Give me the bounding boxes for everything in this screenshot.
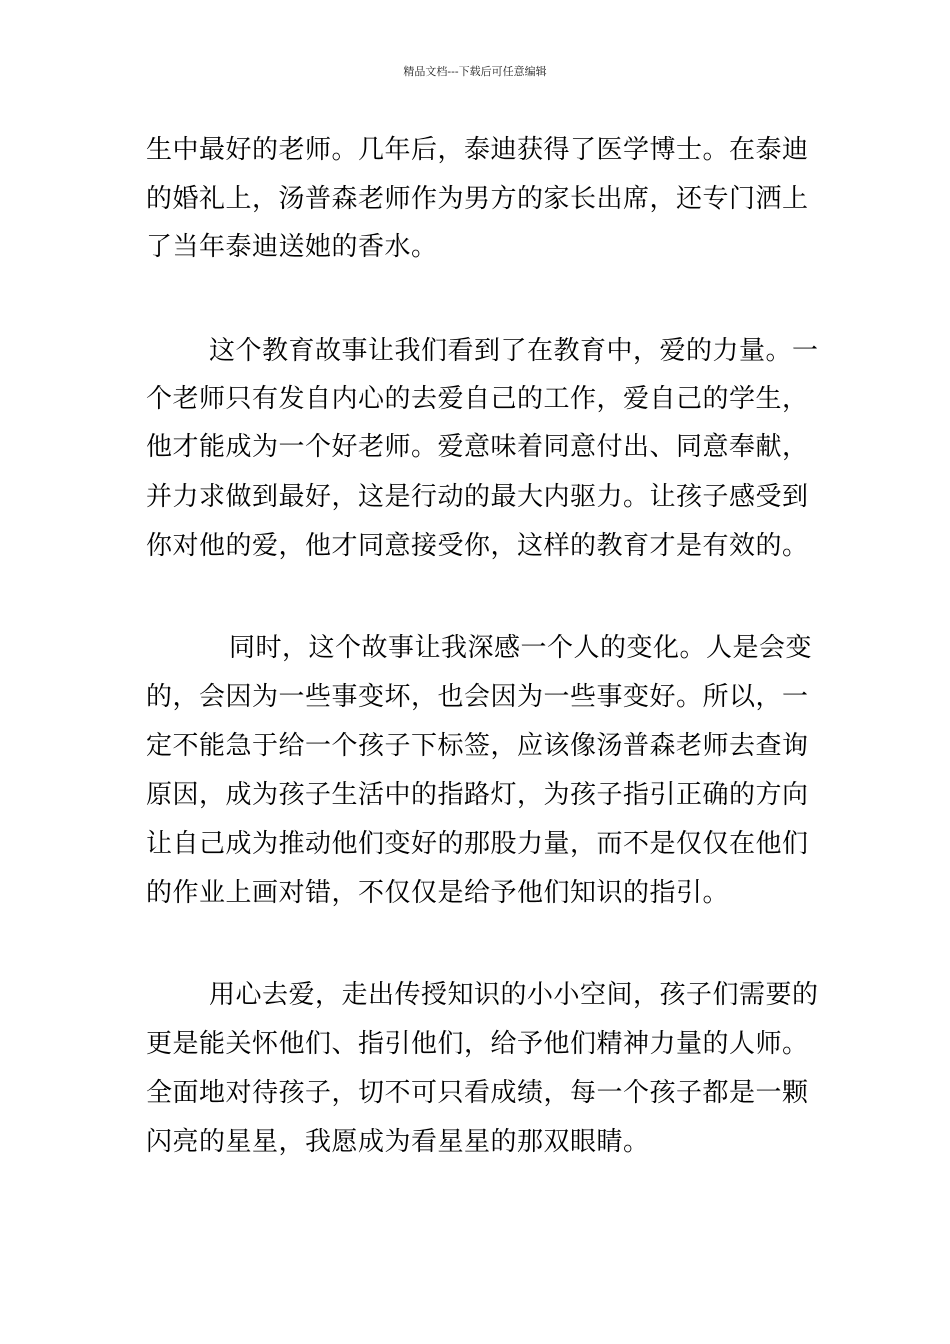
paragraph-3-line-3: 定不能急于给一个孩子下标签，应该像汤普森老师去查询 xyxy=(146,731,809,761)
paragraph-4-line-3: 全面地对待孩子，切不可只看成绩，每一个孩子都是一颗 xyxy=(146,1078,809,1108)
paragraph-3-line-6: 的作业上画对错，不仅仅是给予他们知识的指引。 xyxy=(146,878,730,908)
paragraph-1-line-1: 生中最好的老师。几年后，泰迪获得了医学博士。在泰迪 xyxy=(146,135,809,165)
paragraph-3-line-2: 的，会因为一些事变坏，也会因为一些事变好。所以，一 xyxy=(146,682,809,712)
paragraph-3-line-1: 同时，这个故事让我深感一个人的变化。人是会变 xyxy=(229,633,813,663)
paragraph-3-line-4: 原因，成为孩子生活中的指路灯，为孩子指引正确的方向 xyxy=(146,780,809,810)
paragraph-4-line-4: 闪亮的星星，我愿成为看星星的那双眼睛。 xyxy=(146,1127,650,1157)
paragraph-2-line-2: 个老师只有发自内心的去爱自己的工作，爱自己的学生， xyxy=(146,384,809,414)
paragraph-1-line-3: 了当年泰迪送她的香水。 xyxy=(146,232,438,262)
paragraph-2-line-5: 你对他的爱，他才同意接受你，这样的教育才是有效的。 xyxy=(146,531,809,561)
paragraph-2-line-1: 这个教育故事让我们看到了在教育中，爱的力量。一 xyxy=(209,336,819,366)
paragraph-4-line-1: 用心去爱，走出传授知识的小小空间，孩子们需要的 xyxy=(209,980,819,1010)
paragraph-3-line-5: 让自己成为推动他们变好的那股力量，而不是仅仅在他们 xyxy=(146,829,809,859)
page-header: 精品文档---下载后可任意编辑 xyxy=(403,65,547,78)
paragraph-4-line-2: 更是能关怀他们、指引他们，给予他们精神力量的人师。 xyxy=(146,1029,809,1059)
paragraph-2-line-4: 并力求做到最好，这是行动的最大内驱力。让孩子感受到 xyxy=(146,482,809,512)
paragraph-1-line-2: 的婚礼上，汤普森老师作为男方的家长出席，还专门洒上 xyxy=(146,184,809,214)
paragraph-2-line-3: 他才能成为一个好老师。爱意味着同意付出、同意奉献， xyxy=(146,432,809,462)
